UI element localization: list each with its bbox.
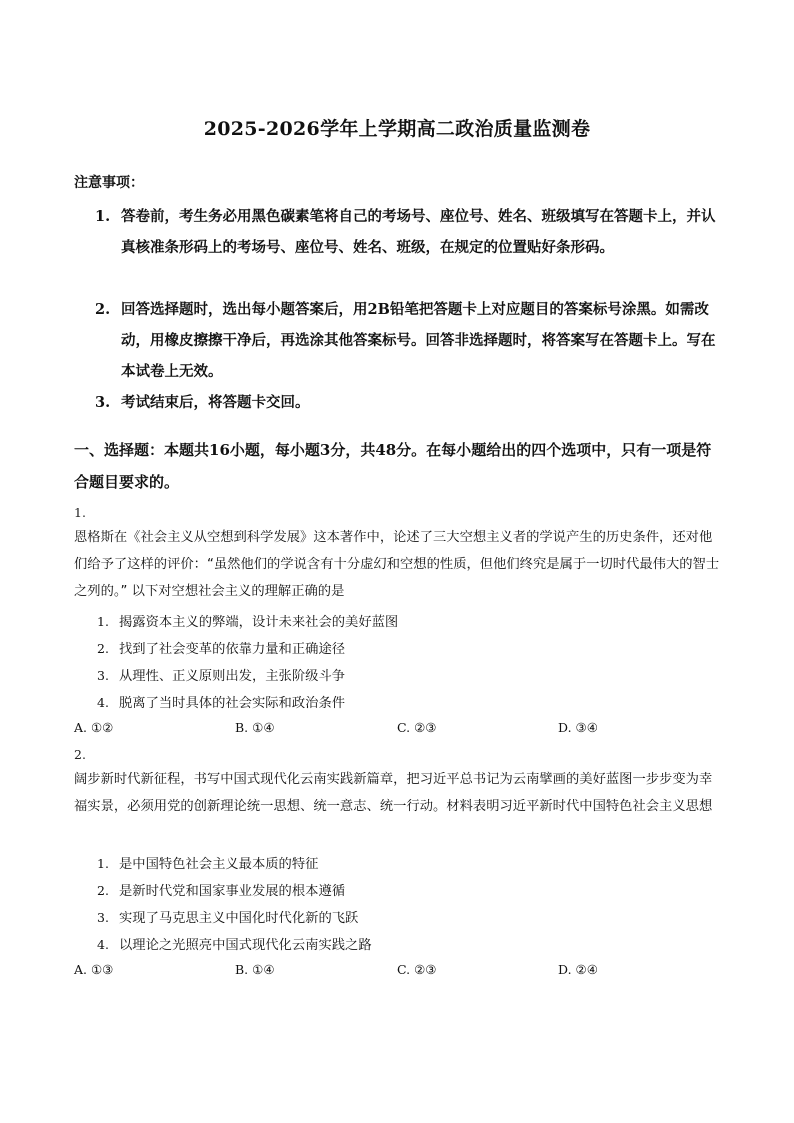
option-number: 2.: [97, 883, 109, 898]
option-number: 1.: [97, 614, 109, 629]
question-option: [97, 611, 398, 630]
question-number: 2.: [74, 747, 86, 762]
option-text: 从理性、正义原则出发，主张阶级斗争: [119, 669, 346, 684]
answer-choice-d: D. ②④: [558, 962, 598, 977]
option-text: 揭露资本主义的弊端，设计未来社会的美好蓝图: [119, 615, 399, 630]
notice-item: [95, 387, 720, 418]
option-text: 脱离了当时具体的社会实际和政治条件: [119, 696, 346, 711]
option-number: 2.: [97, 641, 109, 656]
answer-choice-b: B. ①④: [235, 720, 275, 735]
notice-item-number: 3.: [95, 394, 111, 411]
option-number: 3.: [97, 668, 109, 683]
option-text: 是新时代党和国家事业发展的根本遵循: [119, 884, 346, 899]
answer-choice-b: B. ①④: [235, 962, 275, 977]
answer-choice-d: D. ③④: [558, 720, 598, 735]
question-option: [97, 934, 372, 953]
answer-choice-c: C. ②③: [397, 720, 437, 735]
notice-item-text: 答卷前，考生务必用黑色碳素笔将自己的考场号、座位号、姓名、班级填写在答题卡上，并认真核准条形码上的考场号、座位号、姓名、班级，在规定的位置贴好条形码。: [121, 208, 716, 256]
notice-heading: 注意事项：: [74, 175, 144, 191]
option-number: 3.: [97, 910, 109, 925]
exam-title: 2025-2026学年上学期高二政治质量监测卷: [203, 118, 591, 140]
question-number: 1.: [74, 505, 86, 520]
question-stem: 恩格斯在《社会主义从空想到科学发展》这本著作中，论述了三大空想主义者的学说产生的历史条件，还对他们给予了这样的评价：“虽然他们的学说含有十分虚幻和空想的性质，但他们终究是属于一切时代最伟大的智士之列的。” 以下对空想社会主义的理解正确的是: [74, 530, 720, 599]
option-text: 以理论之光照亮中国式现代化云南实践之路: [119, 938, 372, 953]
question-option: [97, 638, 345, 657]
answer-choice-c: C. ②③: [397, 962, 437, 977]
section-heading: 一、选择题：本题共16小题，每小题3分，共48分。在每小题给出的四个选项中，只有一项是符合题目要求的。: [74, 441, 712, 491]
notice-item-text: 考试结束后，将答题卡交回。: [121, 394, 310, 411]
option-number: 1.: [97, 856, 109, 871]
option-text: 是中国特色社会主义最本质的特征: [119, 857, 319, 872]
option-number: 4.: [97, 695, 109, 710]
question-stem: 阔步新时代新征程，书写中国式现代化云南实践新篇章，把习近平总书记为云南擘画的美好蓝图一步步变为幸福实景，必须用党的创新理论统一思想、统一意志、统一行动。材料表明习近平新时代中国特色社会主义思想: [74, 772, 713, 814]
option-text: 实现了马克思主义中国化时代化新的飞跃: [119, 911, 359, 926]
question-option: [97, 853, 318, 872]
option-text: 找到了社会变革的依靠力量和正确途径: [119, 642, 346, 657]
question-option: [97, 907, 358, 926]
question-option: [97, 692, 345, 711]
answer-choice-a: A. ①③: [74, 962, 114, 977]
option-number: 4.: [97, 937, 109, 952]
answer-choice-a: A. ①②: [74, 720, 114, 735]
notice-item-text: 回答选择题时，选出每小题答案后，用2B铅笔把答题卡上对应题目的答案标号涂黑。如需改动，用橡皮擦擦干净后，再选涂其他答案标号。回答非选择题时，将答案写在答题卡上。写在本试卷上无效。: [121, 301, 716, 380]
notice-item-number: 2.: [95, 301, 111, 318]
notice-item: [95, 201, 720, 263]
question-option: [97, 880, 345, 899]
notice-item-number: 1.: [95, 208, 111, 225]
notice-item: [95, 294, 720, 387]
question-option: [97, 665, 345, 684]
